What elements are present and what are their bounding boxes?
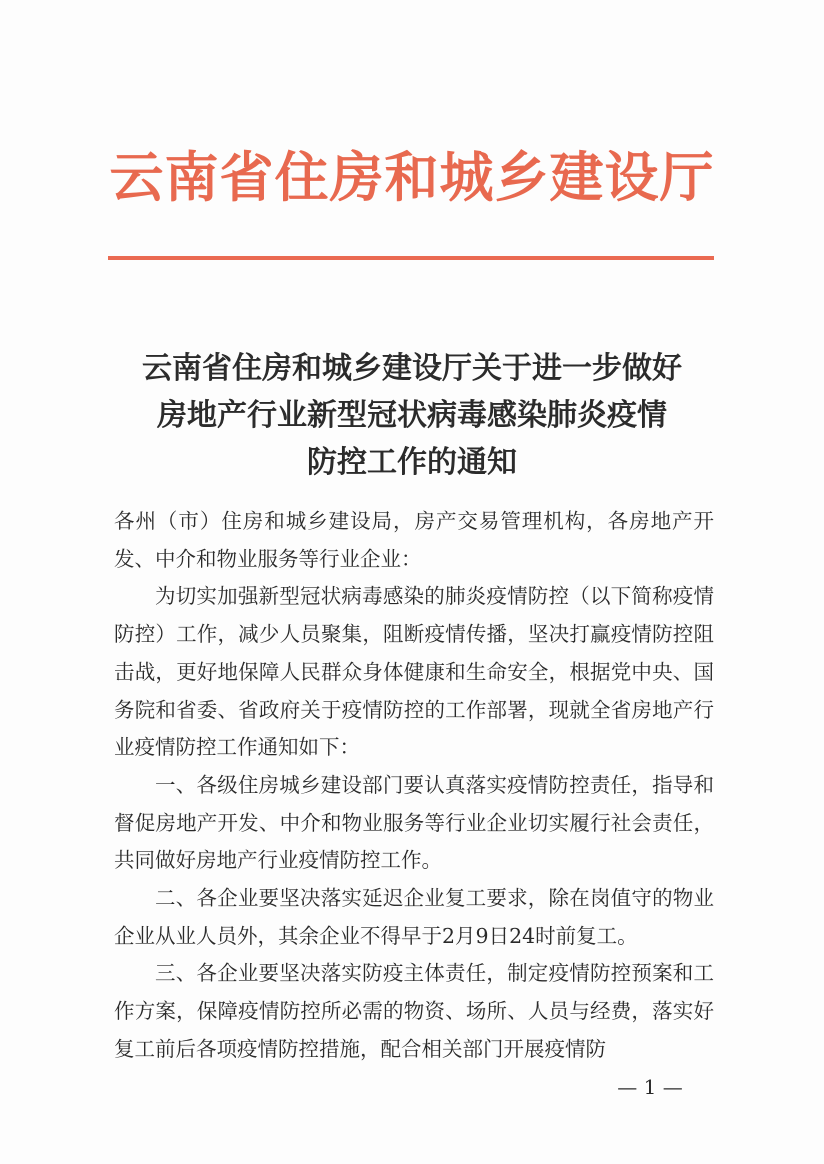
body-paragraph-1: 一、各级住房城乡建设部门要认真落实疫情防控责任，指导和督促房地产开发、中介和物业服务等行业企业切实履行社会责任，共同做好房地产行业疫情防控工作。 xyxy=(114,772,714,873)
body-paragraph-2: 二、各企业要坚决落实延迟企业复工要求，除在岗值守的物业企业从业人员外，其余企业不得早于2月9日24时前复工。 xyxy=(114,886,714,948)
document-title xyxy=(0,345,824,486)
title-line-2: 房地产行业新型冠状病毒感染肺炎疫情 xyxy=(157,398,667,433)
letterhead-red-rule xyxy=(108,256,714,260)
body-paragraph-intro: 为切实加强新型冠状病毒感染的肺炎疫情防控（以下简称疫情防控）工作，减少人员聚集，阻断疫情传播，坚决打赢疫情防控阻击战，更好地保障人民群众身体健康和生命安全，根据党中央、国务院和省委、省政府关于疫情防控的工作部署，现就全省房地产行业疫情防控工作通知如下： xyxy=(114,584,714,760)
addressee: 各州（市）住房和城乡建设局，房产交易管理机构，各房地产开发、中介和物业服务等行业企业： xyxy=(114,509,714,571)
page-number: — 1 — xyxy=(617,1075,683,1099)
letterhead-org-name: 云南省住房和城乡建设厅 xyxy=(109,146,715,209)
body-paragraph-3: 三、各企业要坚决落实防疫主体责任，制定疫情防控预案和工作方案，保障疫情防控所必需的物资、场所、人员与经费，落实好复工前后各项疫情防控措施，配合相关部门开展疫情防 xyxy=(114,961,714,1061)
title-line-1: 云南省住房和城乡建设厅关于进一步做好 xyxy=(142,351,682,386)
document-body xyxy=(114,503,714,1069)
title-line-3: 防控工作的通知 xyxy=(307,445,517,480)
